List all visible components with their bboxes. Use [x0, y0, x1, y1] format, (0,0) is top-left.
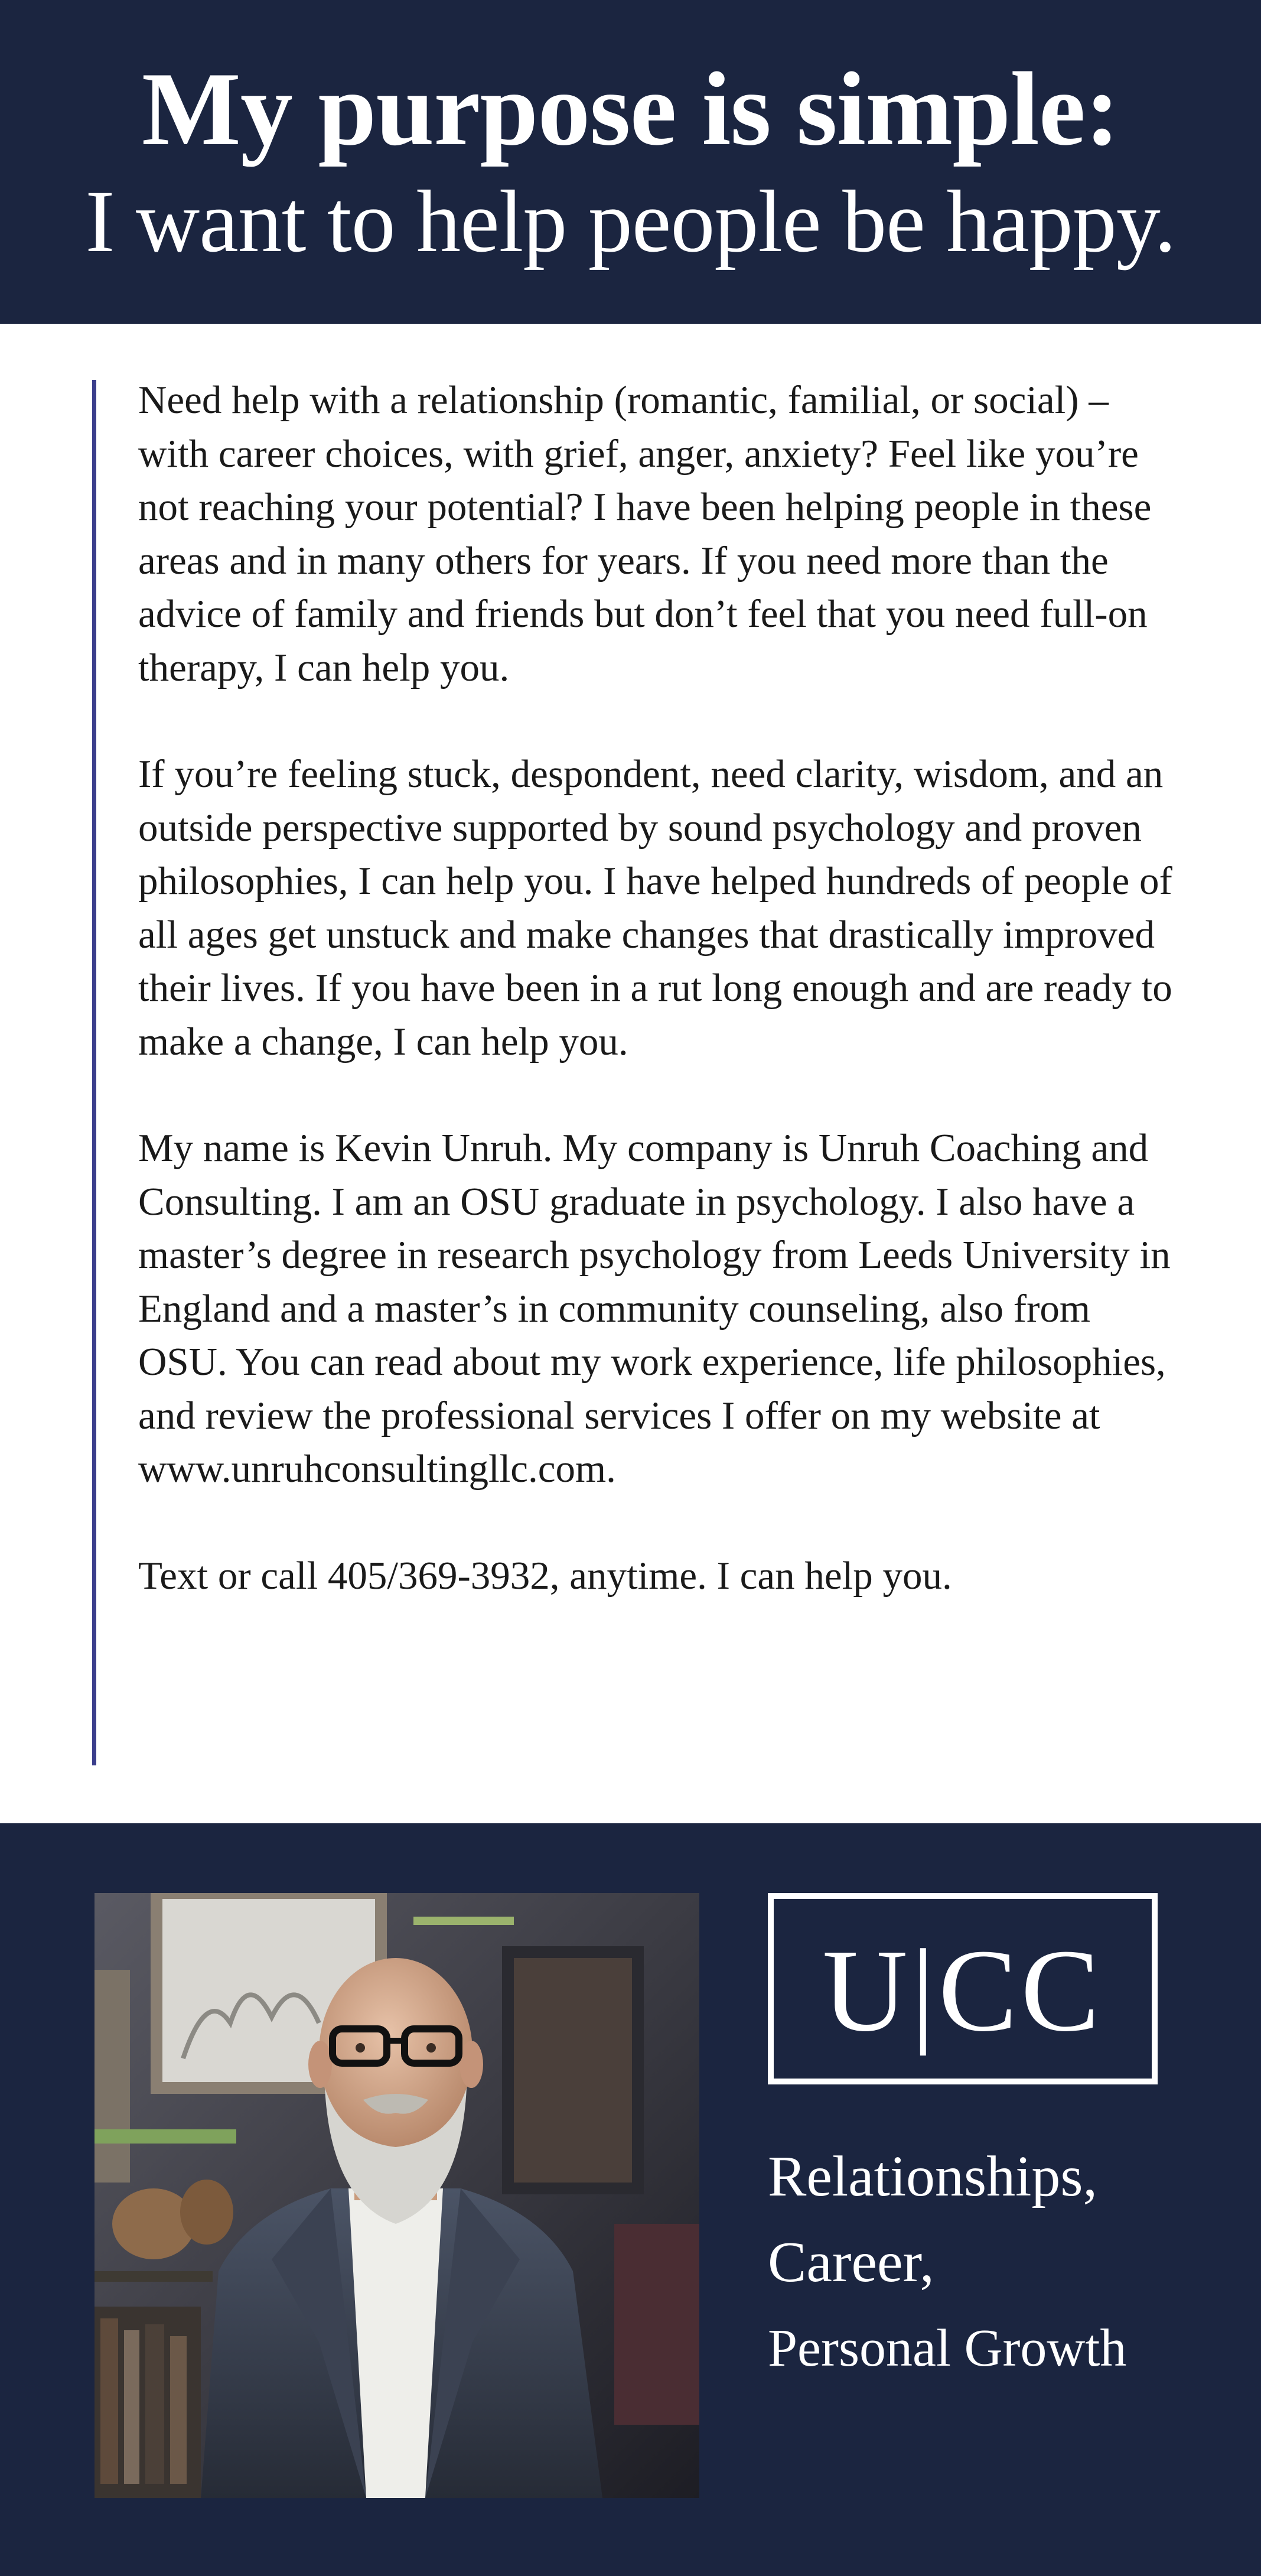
tagline-career: Career, — [768, 2230, 934, 2294]
footer-section — [0, 1823, 1261, 2576]
subheadline: I want to help people be happy. — [85, 173, 1176, 271]
paragraph-about: My name is Kevin Unruh. My company is Unruh Coaching and Consulting. I am an OSU graduate in psychology. I also have a master’s degree in research psychology from Leeds University in England and a master’s in community counseling, also from OSU. You can read about my work experience, life philosophies, and review the professional services I offer on my website at www.unruhconsultingllc.com. — [138, 1126, 1171, 1491]
logo-text: U|CC — [822, 1926, 1103, 2056]
tagline-relationships: Relationships, — [768, 2145, 1098, 2209]
headline: My purpose is simple: — [141, 50, 1120, 167]
paragraph-intro: Need help with a relationship (romantic, familial, or social) – with career choices, with grief, anger, anxiety? Feel like you’re not reaching your potential? I have been helping people in these areas and in many others for years. If you need more than the advice of family and friends but don’t feel that you need full-on therapy, I can help you. — [138, 378, 1152, 689]
tagline-personal-growth: Personal Growth — [768, 2319, 1127, 2377]
paragraph-stuck: If you’re feeling stuck, despondent, need clarity, wisdom, and an outside perspective supported by sound psychology and proven philosophies, I can help you. I have helped hundreds of people of all ages get unstuck and make changes that drastically improved their lives. If you have been in a rut long enough and are ready to make a change, I can help you. — [138, 752, 1172, 1063]
body-panel — [0, 324, 1261, 1823]
portrait-illustration-icon — [95, 1893, 699, 2498]
tagline — [768, 2134, 1240, 2391]
body-text — [138, 373, 1178, 1655]
ucc-logo — [768, 1893, 1158, 2084]
paragraph-contact: Text or call 405/369-3932, anytime. I can help you. — [138, 1553, 952, 1598]
portrait-photo — [95, 1893, 699, 2498]
accent-rule — [92, 380, 96, 1765]
header-banner — [0, 0, 1261, 324]
